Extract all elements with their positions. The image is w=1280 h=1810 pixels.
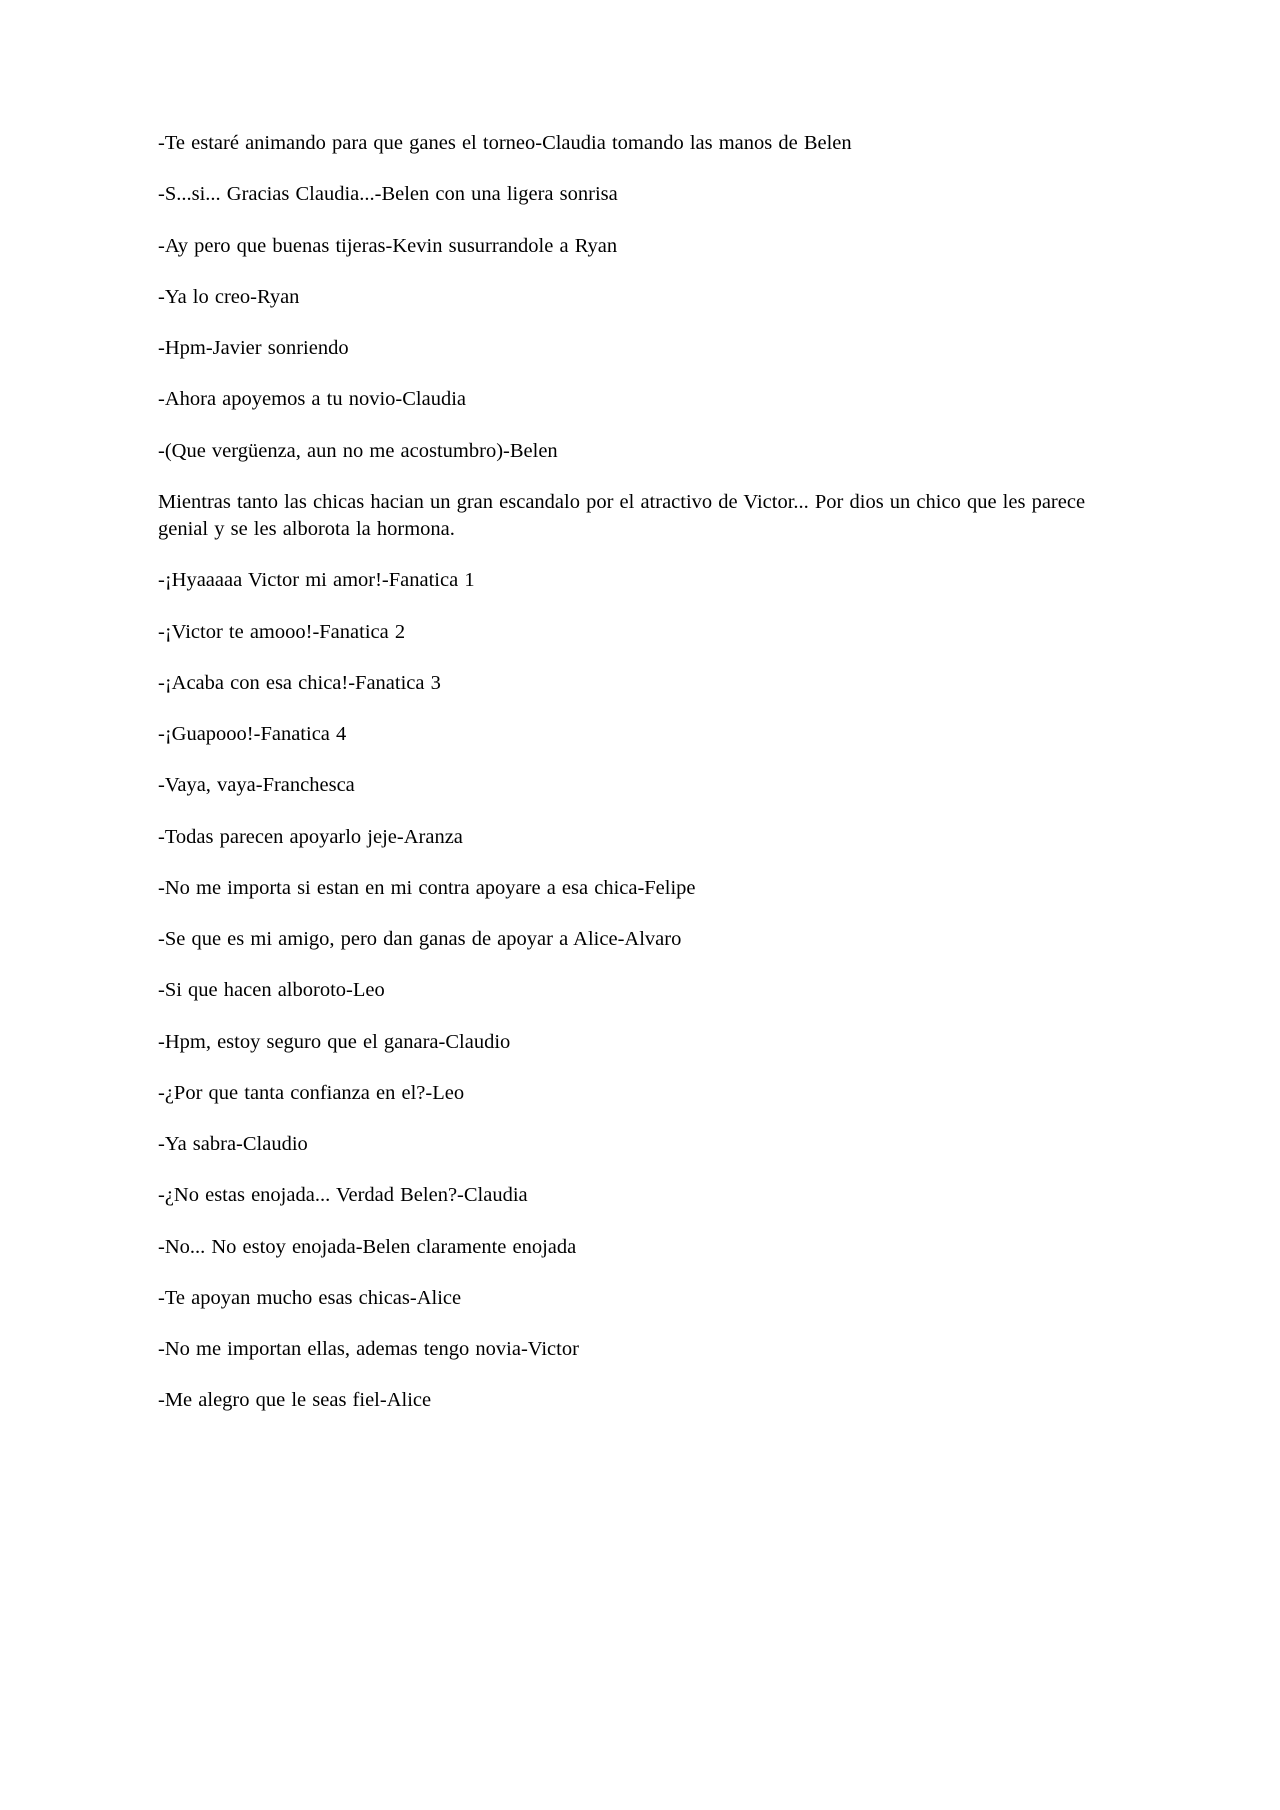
dialogue-line: -¿No estas enojada... Verdad Belen?-Claudia (158, 1184, 528, 1207)
narration-paragraph: Mientras tanto las chicas hacian un gran escandalo por el atractivo de Victor... Por dios un chico que les parece genial y se les alborota la hormona. (158, 490, 1086, 540)
dialogue-line: -Me alegro que le seas fiel-Alice (158, 1389, 432, 1412)
dialogue-line: -Hpm, estoy seguro que el ganara-Claudio (158, 1030, 511, 1053)
dialogue-line: -¡Victor te amooo!-Fanatica 2 (158, 620, 406, 643)
dialogue-line: -No me importa si estan en mi contra apoyare a esa chica-Felipe (158, 876, 696, 899)
dialogue-line: -Ya sabra-Claudio (158, 1133, 308, 1155)
dialogue-line: -Se que es mi amigo, pero dan ganas de apoyar a Alice-Alvaro (158, 928, 682, 950)
dialogue-line: -No... No estoy enojada-Belen claramente enojada (158, 1235, 577, 1258)
dialogue-line: -Si que hacen alboroto-Leo (158, 979, 385, 1002)
dialogue-line: -S...si... Gracias Claudia...-Belen con una ligera sonrisa (158, 183, 618, 206)
dialogue-line: -Vaya, vaya-Franchesca (158, 774, 355, 797)
dialogue-line: -Ahora apoyemos a tu novio-Claudia (158, 388, 467, 411)
dialogue-line: -Todas parecen apoyarlo jeje-Aranza (158, 825, 463, 848)
dialogue-line: -Te estaré animando para que ganes el torneo-Claudia tomando las manos de Belen (158, 132, 852, 154)
dialogue-line: -Hpm-Javier sonriendo (158, 337, 349, 359)
dialogue-line: -¡Hyaaaaa Victor mi amor!-Fanatica 1 (158, 569, 475, 592)
dialogue-line: -¡Acaba con esa chica!-Fanatica 3 (158, 671, 441, 694)
dialogue-line: -¡Guapooo!-Fanatica 4 (158, 723, 347, 745)
dialogue-line: -No me importan ellas, ademas tengo novia-Victor (158, 1338, 579, 1360)
dialogue-line: -Ay pero que buenas tijeras-Kevin susurrandole a Ryan (158, 234, 618, 257)
dialogue-line: -¿Por que tanta confianza en el?-Leo (158, 1081, 465, 1104)
dialogue-line: -(Que vergüenza, aun no me acostumbro)-Belen (158, 439, 558, 462)
dialogue-line: -Te apoyan mucho esas chicas-Alice (158, 1286, 462, 1309)
dialogue-line: -Ya lo creo-Ryan (158, 285, 300, 308)
